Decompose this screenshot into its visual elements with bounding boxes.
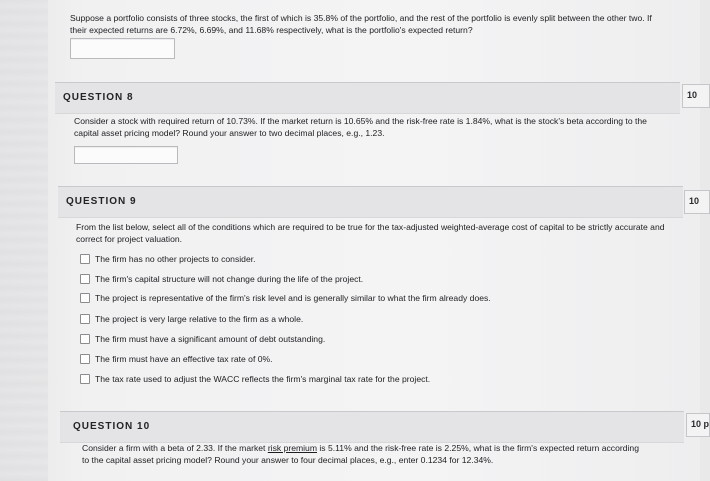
q9-option-6-checkbox[interactable]: [80, 354, 90, 364]
q9-option-1[interactable]: [80, 252, 256, 266]
q10-text-part-2: is 5.11% and the risk-free rate is 2.25%, what is the firm's expected return according to the capital asset pricing model? Round your answer to four decimal places, e.g., enter 0.1234 for 12.34%.: [82, 443, 639, 465]
q9-option-4-label: The project is very large relative to the firm as a whole.: [95, 314, 304, 324]
q9-option-1-label: The firm has no other projects to consider.: [95, 254, 256, 264]
q8-text: Consider a stock with required return of 10.73%. If the market return is 10.65% and the risk-free rate is 1.84%, what is the stock's beta according to the capital asset pricing model? Round your answer to two decimal places, e.g., 1.23.: [74, 116, 647, 138]
q9-text: From the list below, select all of the conditions which are required to be true for the tax-adjusted weighted-average cost of capital to be strictly accurate and correct for project valuation.: [76, 222, 665, 244]
q9-option-2-label: The firm's capital structure will not change during the life of the project.: [95, 274, 364, 284]
q7-text: Suppose a portfolio consists of three stocks, the first of which is 35.8% of the portfolio, and the rest of the portfolio is evenly split between the other two. If their expected returns are 6.72%, 6.69%, and 11.68% respectively, what is the portfolio's expected return?: [70, 13, 652, 35]
q9-option-4-checkbox[interactable]: [80, 314, 90, 324]
q9-option-2[interactable]: [80, 272, 363, 286]
q9-header: [58, 186, 683, 218]
q8-header: [55, 82, 680, 114]
q7-answer-input[interactable]: [70, 38, 175, 59]
q9-option-3-checkbox[interactable]: [80, 293, 90, 303]
q8-points: 10: [682, 84, 710, 108]
q9-title: QUESTION 9: [66, 196, 137, 207]
risk-premium-link[interactable]: risk premium: [267, 443, 317, 453]
q10-text: [82, 442, 642, 466]
q9-option-5-label: The firm must have a significant amount of debt outstanding.: [95, 334, 326, 344]
q8-answer-input[interactable]: [74, 146, 178, 164]
q9-points: 10: [684, 190, 710, 214]
left-margin: [0, 0, 48, 481]
q9-option-3-label: The project is representative of the firm's risk level and is generally similar to what the firm already does.: [95, 293, 491, 303]
q10-points: 10 p: [686, 413, 710, 437]
q9-option-2-checkbox[interactable]: [80, 274, 90, 284]
q9-option-5-checkbox[interactable]: [80, 334, 90, 344]
q9-option-4[interactable]: [80, 312, 303, 326]
q9-option-3[interactable]: [80, 291, 491, 305]
q9-option-7[interactable]: [80, 372, 430, 386]
q10-text-part-1: Consider a firm with a beta of 2.33. If the market: [82, 443, 268, 453]
q9-option-6-label: The firm must have an effective tax rate of 0%.: [95, 354, 273, 364]
q9-option-1-checkbox[interactable]: [80, 254, 90, 264]
q9-option-6[interactable]: [80, 352, 273, 366]
q9-option-7-label: The tax rate used to adjust the WACC reflects the firm's marginal tax rate for the project.: [95, 374, 431, 384]
q10-title: QUESTION 10: [73, 421, 151, 432]
q8-title: QUESTION 8: [63, 92, 134, 103]
q10-header: [60, 411, 684, 443]
q9-option-7-checkbox[interactable]: [80, 374, 90, 384]
q9-option-5[interactable]: [80, 332, 325, 346]
